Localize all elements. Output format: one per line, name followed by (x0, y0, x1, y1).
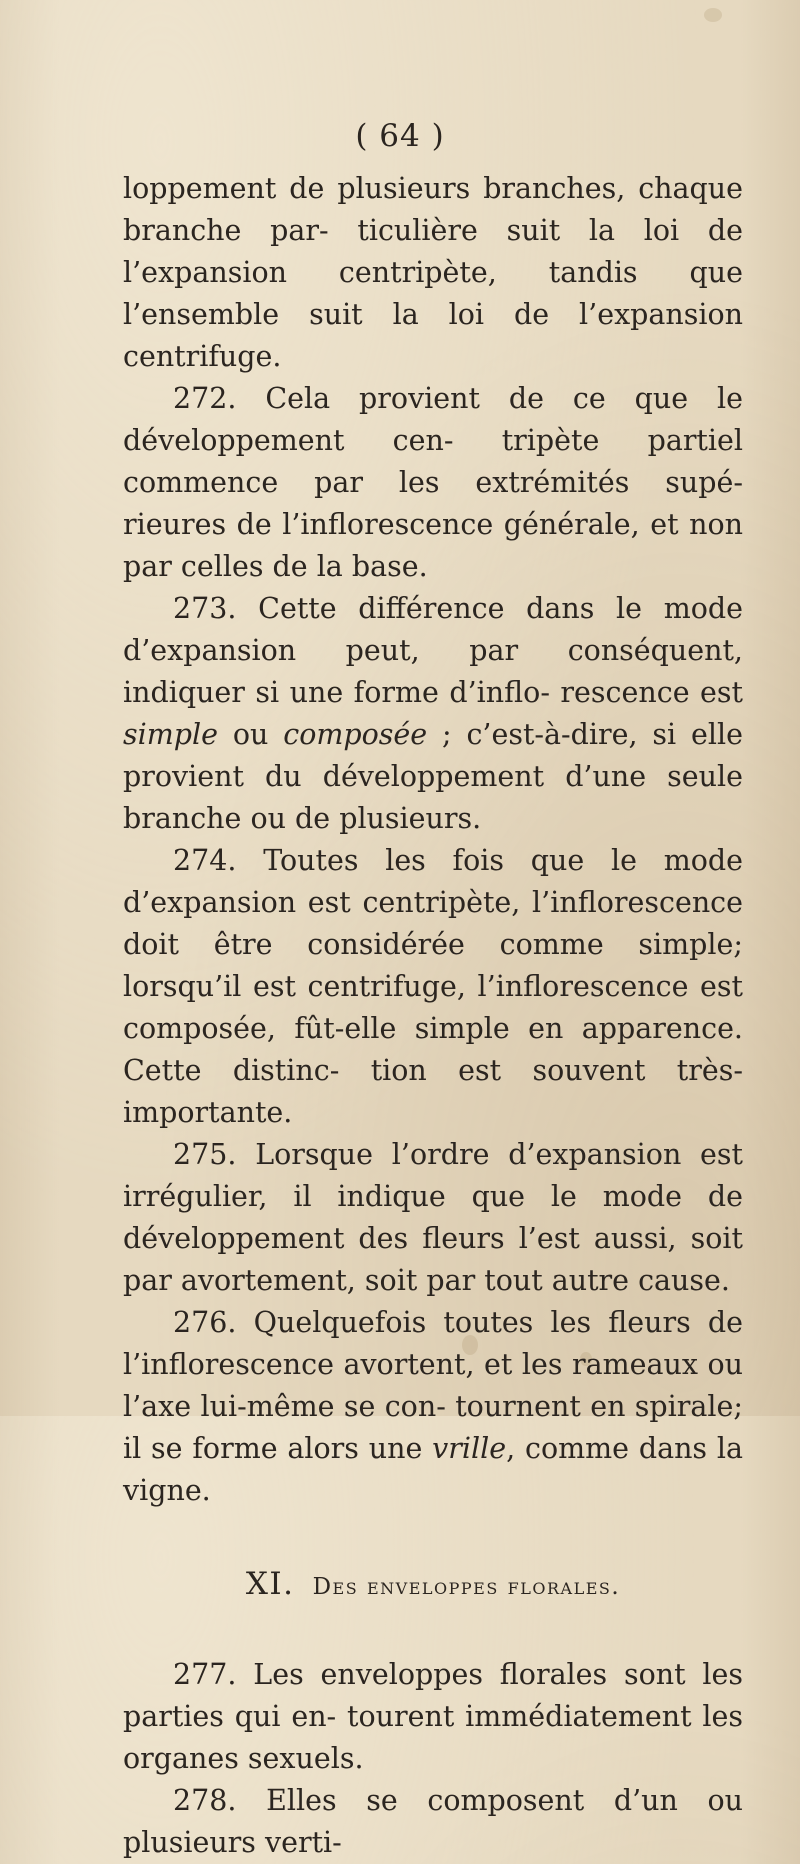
section-title: Des enveloppes florales. (312, 1574, 621, 1600)
section-heading (123, 1563, 743, 1608)
page-body (123, 168, 743, 1864)
paper-stain (704, 8, 722, 22)
paragraph-273-text-c: ; c’est-à-dire, si elle provient du développement d’une seule branche ou de plusieurs. (123, 718, 743, 835)
page-number: ( 64 ) (355, 118, 445, 154)
paragraph-274: 274. Toutes les fois que le mode d’expansion est centripète, l’inflorescence doit être considérée comme simple; lorsqu’il est centrifuge, l’inflorescence est composée, fût-elle simple en apparence. Cette distinc- tion est souvent très-importante. (123, 844, 743, 1129)
paragraph-276-text-b: , comme dans la vigne. (123, 1432, 743, 1507)
term-vrille: vrille (432, 1432, 507, 1465)
term-simple: simple (123, 718, 218, 751)
paragraph-272: 272. Cela provient de ce que le développement cen- tripète partiel commence par les extrémités supé- rieures de l’inflorescence générale, et non par celles de la base. (123, 382, 743, 583)
paragraph-273 (123, 588, 743, 840)
section-number: XI. (245, 1566, 295, 1602)
paragraph-273-text-b: ou (218, 718, 284, 751)
term-composee: composée (283, 718, 428, 751)
paragraph-276 (123, 1302, 743, 1512)
paragraph-273-text-a: 273. Cette différence dans le mode d’expansion peut, par conséquent, indiquer si une forme d’inflo- rescence est (123, 592, 743, 709)
paragraph-275: 275. Lorsque l’ordre d’expansion est irrégulier, il indique que le mode de développement des fleurs l’est aussi, soit par avortement, soit par tout autre cause. (123, 1138, 743, 1297)
paragraph-276-text-a: 276. Quelquefois toutes les fleurs de l’inflorescence avortent, et les rameaux ou l’axe lui-même se con- tournent en spirale; il se forme alors une (123, 1306, 743, 1465)
paragraph-277: 277. Les enveloppes florales sont les parties qui en- tourent immédiatement les organes sexuels. (123, 1658, 743, 1775)
paragraph-continuation: loppement de plusieurs branches, chaque branche par- ticulière suit la loi de l’expansion centripète, tandis que l’ensemble suit la loi de l’expansion centrifuge. (123, 172, 743, 373)
paragraph-278: 278. Elles se composent d’un ou plusieurs verti- (123, 1784, 743, 1859)
